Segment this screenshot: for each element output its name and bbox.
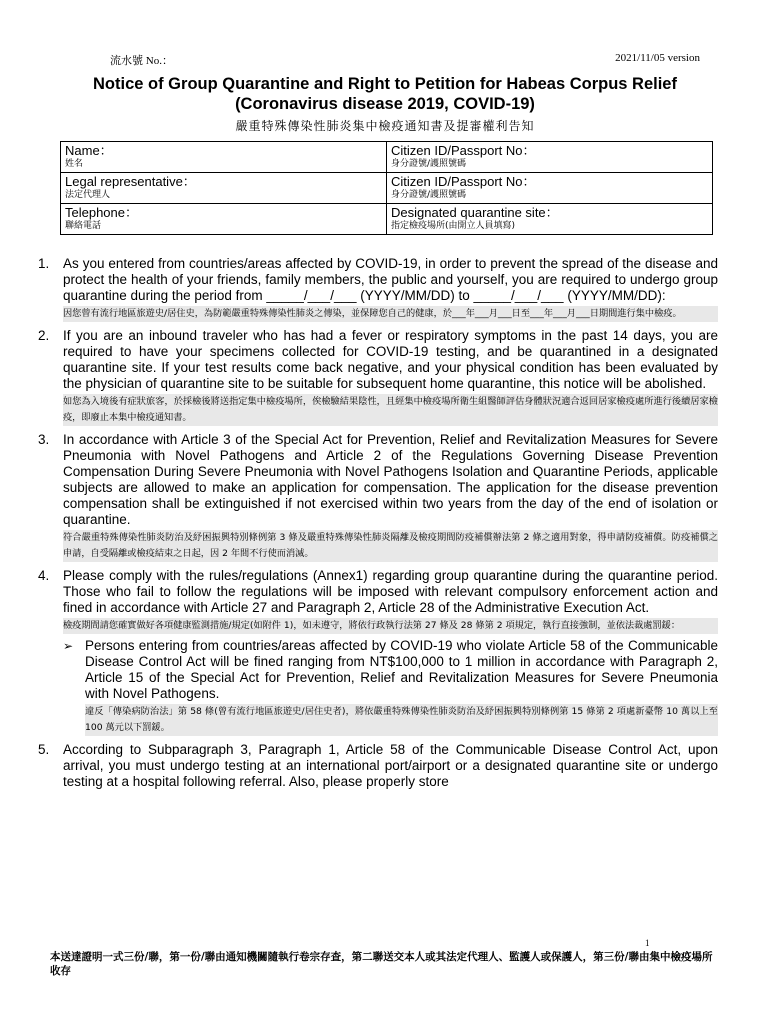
sub-text-zh: 違反「傳染病防治法」第 58 條(曾有流行地區旅遊史/居住史者)，將依嚴重特殊傳染性肺炎防治及紓困振興特別條例第 15 條第 2 項處新臺幣 10 萬以上至 100 萬元以下罰鍰。	[85, 704, 718, 736]
notice-item-1	[38, 256, 718, 322]
footer-note: 本送達證明一式三份/聯，第一份/聯由通知機關隨執行卷宗存查，第二聯送交本人或其法定代理人、監護人或保護人，第三份/聯由集中檢疫場所收存	[50, 951, 713, 977]
citizen-id-label: Citizen ID/Passport No：	[391, 143, 536, 158]
notice-item-3	[38, 432, 718, 562]
telephone-label: Telephone：	[65, 205, 138, 220]
quarantine-site-label: Designated quarantine site：	[391, 205, 559, 220]
item-text-en: Please comply with the rules/regulations (Annex1) regarding group quarantine during the quarantine period. Those who fail to follow the regulations will be imposed with relevant compulsory enforcement action and fined in accordance with Article 27 and Paragraph 2, Article 28 of the Administrative Execution Act.	[63, 568, 718, 615]
telephone-cell[interactable]	[61, 204, 387, 235]
name-label: Name：	[65, 143, 113, 158]
quarantine-site-cell[interactable]	[387, 204, 713, 235]
personal-info-table	[60, 141, 713, 235]
notice-item-5	[38, 742, 718, 790]
telephone-label-zh: 聯絡電話	[65, 221, 102, 231]
notice-item-4	[38, 568, 718, 736]
quarantine-site-label-zh: 指定檢疫場所(由開立人員填寫)	[391, 221, 516, 231]
representative-id-label: Citizen ID/Passport No：	[391, 174, 536, 189]
item-text-en: As you entered from countries/areas affected by COVID-19, in order to prevent the spread of the disease and protect the health of your friends, family members, the public and yourself, you are required to undergo group quarantine during the period from _____/___/___ (YYYY/MM/DD) to _____/___/___ (YYYY/MM/DD):	[63, 256, 718, 303]
legal-representative-cell[interactable]	[61, 173, 387, 204]
title-line-2: (Coronavirus disease 2019, COVID-19)	[235, 95, 535, 113]
item-number: 5.	[38, 742, 50, 757]
item-number: 3.	[38, 432, 50, 447]
item-text-zh: 因您曾有流行地區旅遊史/居住史，為防範嚴重特殊傳染性肺炎之傳染，並保障您自己的健康，於___年___月___日至___年___月___日期間進行集中檢疫。	[63, 306, 718, 322]
title-line-1: Notice of Group Quarantine and Right to Petition for Habeas Corpus Relief	[93, 75, 677, 93]
item-number: 1.	[38, 256, 50, 271]
item-text-zh: 檢疫期間請您確實做好各項健康監測措施/規定(如附件 1)，如未遵守，將依行政執行法第 27 條及 28 條第 2 項規定，執行直接強制，並依法裁處罰鍰：	[63, 618, 718, 634]
item-text-en: In accordance with Article 3 of the Special Act for Prevention, Relief and Revitalization Measures for Severe Pneumonia with Novel Pathogens and Article 2 of the Regulations Governing Disease Prevention Compensation During Severe Pneumonia with Novel Pathogens Isolation and Quarantine Periods, applicable subjects are allowed to make an application for compensation. The application for the disease prevention compensation shall be extinguished if not exercised within two years from the day of the end of isolation or quarantine.	[63, 432, 718, 527]
representative-id-cell[interactable]	[387, 173, 713, 204]
item-text-zh: 符合嚴重特殊傳染性肺炎防治及紓困振興特別條例第 3 條及嚴重特殊傳染性肺炎隔離及檢疫期間防疫補償辦法第 2 條之適用對象，得申請防疫補償。防疫補償之申請，自受隔離或檢疫結束之日起，因 2 年間不行使而消滅。	[63, 530, 718, 562]
item-number: 4.	[38, 568, 50, 583]
item-text-en: According to Subparagraph 3, Paragraph 1, Article 58 of the Communicable Disease Control Act, upon arrival, you must undergo testing at an international port/airport or a designated quarantine site or undergo testing at a hospital following referral. Also, please properly store	[63, 742, 718, 789]
citizen-id-label-zh: 身分證號/護照號碼	[391, 159, 467, 169]
sub-bullet	[63, 638, 718, 736]
notice-item-2	[38, 328, 718, 426]
item-text-en: If you are an inbound traveler who has had a fever or respiratory symptoms in the past 14 days, you are required to have your specimens collected for COVID-19 testing, and be quarantined in a designated quarantine site. If your test results come back negative, and your physical condition has been evaluated by the physician of quarantine site to be suitable for subsequent home quarantine, this notice will be abolished.	[63, 328, 718, 391]
sub-text-en: Persons entering from countries/areas affected by COVID-19 who violate Article 58 of the Communicable Disease Control Act will be fined ranging from NT$100,000 to 1 million in accordance with Paragraph 2, Article 15 of the Special Act for Prevention, Relief and Revitalization Measures for Severe Pneumonia with Novel Pathogens.	[85, 638, 718, 701]
serial-number-label: 流水號 No.：	[110, 55, 173, 67]
item-number: 2.	[38, 328, 50, 343]
citizen-id-cell[interactable]	[387, 142, 713, 173]
table-row	[61, 142, 713, 173]
legal-representative-label-zh: 法定代理人	[65, 190, 111, 200]
title-chinese: 嚴重特殊傳染性肺炎集中檢疫通知書及提審權利告知	[235, 119, 535, 133]
item-text-zh: 如您為入境後有症狀旅客，於採檢後將送指定集中檢疫場所，俟檢驗結果陰性，且經集中檢疫場所衛生組醫師評估身體狀況適合返回居家檢疫處所進行後續居家檢疫，即廢止本集中檢疫通知書。	[63, 394, 718, 426]
arrow-bullet-icon: ➢	[63, 639, 74, 653]
name-cell[interactable]	[61, 142, 387, 173]
representative-id-label-zh: 身分證號/護照號碼	[391, 190, 467, 200]
version-label: 2021/11/05 version	[615, 52, 700, 64]
legal-representative-label: Legal representative：	[65, 174, 196, 189]
table-row	[61, 204, 713, 235]
page-number: 1	[645, 938, 650, 948]
table-row	[61, 173, 713, 204]
name-label-zh: 姓名	[65, 159, 84, 169]
notice-items	[38, 256, 718, 796]
